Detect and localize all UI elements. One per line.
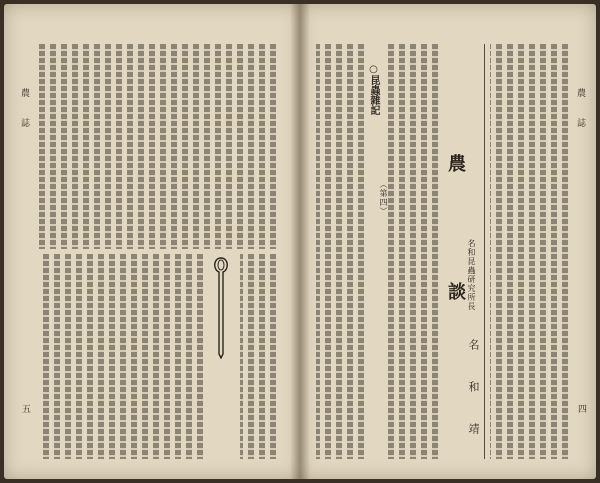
left-page-number: 五 <box>20 404 30 413</box>
article-title: 農 談 <box>445 154 466 346</box>
author-affiliation: 名和昆蟲研究所長 <box>467 239 476 311</box>
section-heading: ○昆蟲雜記 <box>368 64 379 115</box>
left-upper-text-block <box>38 44 276 249</box>
right-middle-text-block <box>388 44 438 459</box>
needle-illustration <box>207 254 235 359</box>
left-lower-text-block <box>38 254 203 459</box>
right-running-head: 農 誌 <box>575 88 585 133</box>
right-main-text-block <box>490 44 568 459</box>
left-page <box>4 4 300 479</box>
right-leftmost-text-block <box>316 44 364 459</box>
book-spread <box>4 4 596 479</box>
author-name: 名 和 靖 <box>467 339 480 444</box>
column-divider <box>484 44 485 459</box>
book-gutter <box>290 4 310 479</box>
right-page <box>300 4 596 479</box>
needle-figure <box>207 254 235 359</box>
left-lower-right-text-block <box>240 254 276 459</box>
left-running-head: 農 誌 <box>19 88 29 133</box>
section-part: （第四） <box>379 180 388 216</box>
right-page-number: 四 <box>576 404 586 413</box>
